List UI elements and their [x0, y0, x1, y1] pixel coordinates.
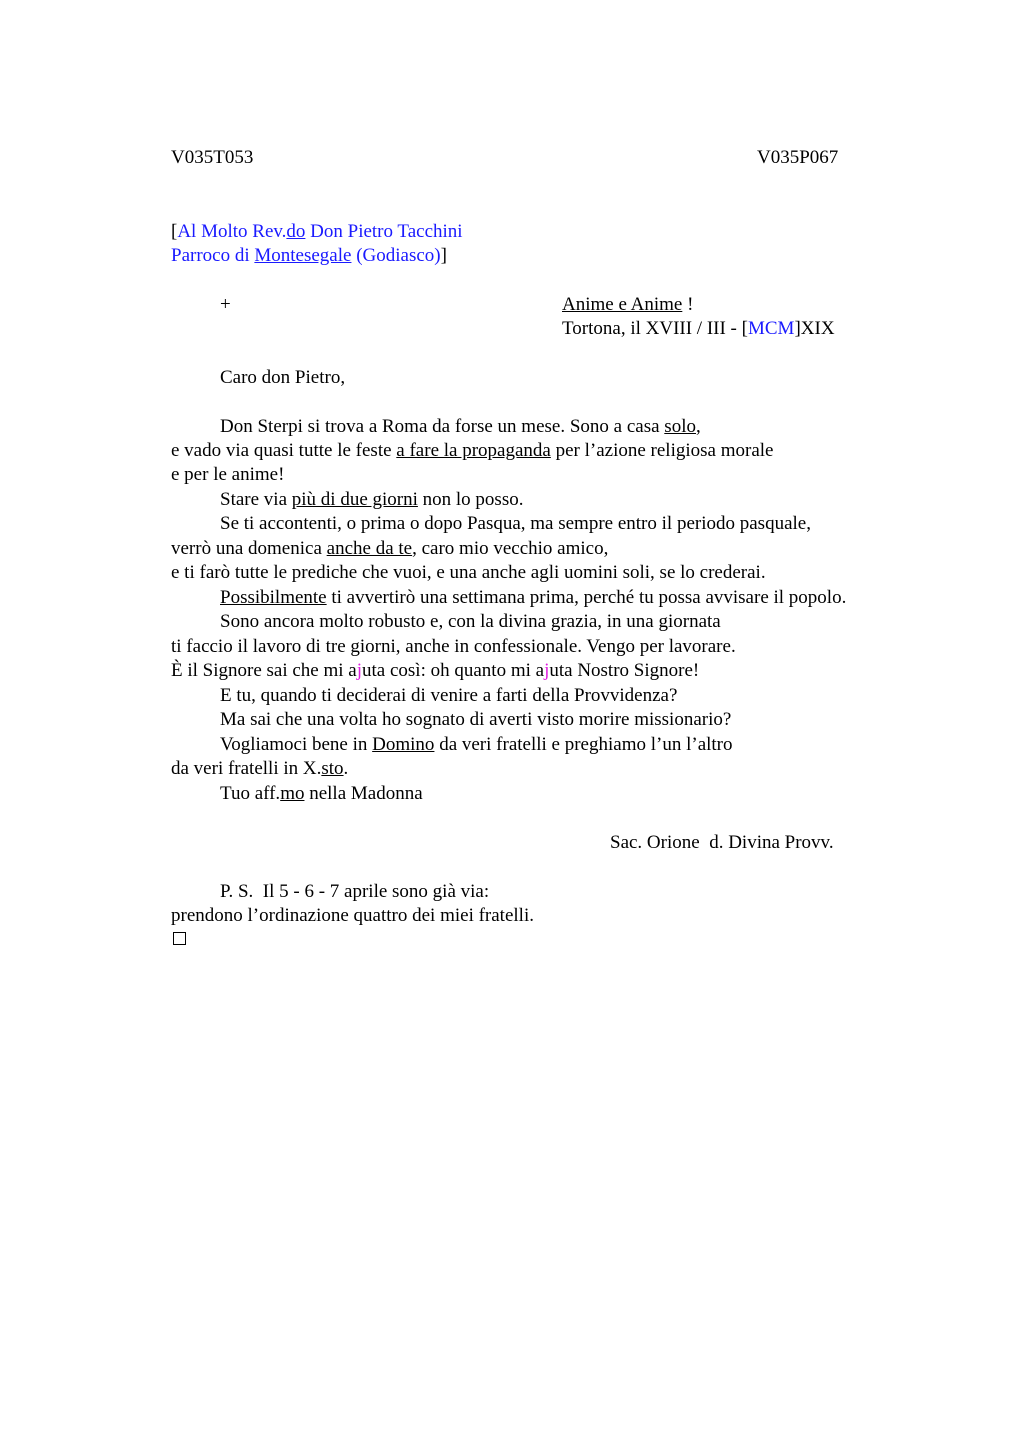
body-line: Vogliamoci bene in Domino da veri fratelli e preghiamo l’un l’altro [220, 734, 733, 755]
body-line: Sono ancora molto robusto e, con la divina grazia, in una giornata [220, 611, 721, 632]
address-line-2: Parroco di Montesegale (Godiasco)] [171, 245, 447, 266]
body-line: e per le anime! [171, 464, 285, 485]
date-line: Tortona, il XVIII / III - [MCM]XIX [562, 318, 835, 339]
cross-mark: + [220, 294, 231, 315]
body-line: da veri fratelli in X.sto. [171, 758, 349, 779]
body-line: E tu, quando ti deciderai di venire a farti della Provvidenza? [220, 685, 678, 706]
body-line: È il Signore sai che mi ajuta così: oh quanto mi ajuta Nostro Signore! [171, 660, 700, 681]
address-line-1: [Al Molto Rev.do Don Pietro Tacchini [171, 221, 463, 242]
end-box-icon [173, 932, 186, 945]
motto: Anime e Anime ! [562, 294, 694, 315]
body-line: Stare via più di due giorni non lo posso. [220, 489, 524, 510]
body-line: verrò una domenica anche da te, caro mio vecchio amico, [171, 538, 609, 559]
body-line: Possibilmente ti avvertirò una settimana prima, perché tu possa avvisare il popolo. [220, 587, 847, 608]
body-line: Se ti accontenti, o prima o dopo Pasqua, ma sempre entro il periodo pasquale, [220, 513, 811, 534]
postscript-line-2: prendono l’ordinazione quattro dei miei fratelli. [171, 905, 534, 926]
body-line: Ma sai che una volta ho sognato di averti visto morire missionario? [220, 709, 732, 730]
body-line: e vado via quasi tutte le feste a fare la propaganda per l’azione religiosa morale [171, 440, 774, 461]
postscript-line-1: P. S. Il 5 - 6 - 7 aprile sono già via: [220, 881, 490, 902]
body-line: e ti farò tutte le prediche che vuoi, e una anche agli uomini soli, se lo crederai. [171, 562, 766, 583]
signature: Sac. Orione d. Divina Provv. [610, 832, 834, 853]
body-line: Don Sterpi si trova a Roma da forse un mese. Sono a casa solo, [220, 416, 701, 437]
document-code-left: V035T053 [171, 147, 254, 168]
document-code-right: V035P067 [757, 147, 839, 168]
closing-line: Tuo aff.mo nella Madonna [220, 783, 423, 804]
salutation: Caro don Pietro, [220, 367, 346, 388]
body-line: ti faccio il lavoro di tre giorni, anche in confessionale. Vengo per lavorare. [171, 636, 736, 657]
